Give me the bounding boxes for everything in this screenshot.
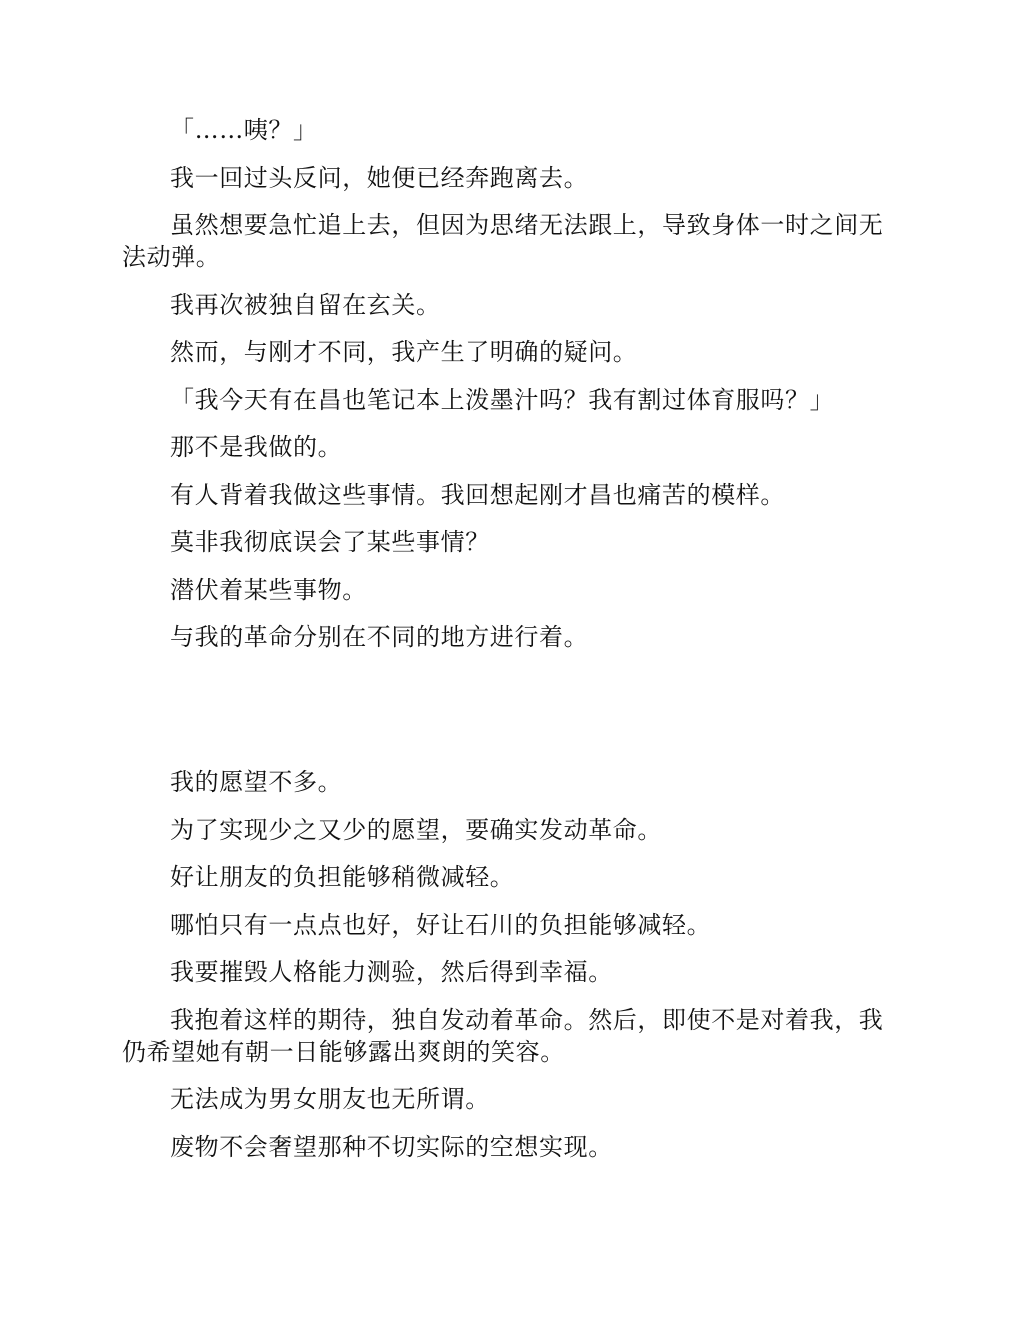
paragraph: 莫非我彻底误会了某些事情？ bbox=[170, 528, 490, 556]
paragraph: 那不是我做的。 bbox=[170, 433, 343, 461]
paragraph: 我的愿望不多。 bbox=[170, 768, 343, 796]
paragraph: 「……咦？」 bbox=[170, 116, 318, 144]
paragraph: 我抱着这样的期待，独自发动着革命。然后，即使不是对着我，我仍希望她有朝一日能够露出爽朗的笑容。 bbox=[122, 1005, 884, 1066]
paragraph: 与我的革命分别在不同的地方进行着。 bbox=[170, 623, 589, 651]
paragraph: 虽然想要急忙追上去，但因为思绪无法跟上，导致身体一时之间无法动弹。 bbox=[122, 211, 884, 271]
paragraph: 好让朋友的负担能够稍微减轻。 bbox=[170, 863, 515, 891]
paragraph: 「我今天有在昌也笔记本上泼墨汁吗？我有割过体育服吗？」 bbox=[170, 385, 835, 414]
text-section-2 bbox=[122, 766, 898, 1178]
paragraph: 废物不会奢望那种不切实际的空想实现。 bbox=[170, 1132, 613, 1161]
paragraph: 为了实现少之又少的愿望，要确实发动革命。 bbox=[170, 815, 662, 844]
paragraph: 我再次被独自留在玄关。 bbox=[170, 290, 441, 319]
paragraph: 我要摧毁人格能力测验，然后得到幸福。 bbox=[170, 958, 613, 986]
paragraph: 然而，与刚才不同，我产生了明确的疑问。 bbox=[170, 338, 638, 366]
paragraph: 潜伏着某些事物。 bbox=[170, 575, 367, 604]
paragraph: 哪怕只有一点点也好，好让石川的负担能够减轻。 bbox=[170, 910, 712, 939]
paragraph: 有人背着我做这些事情。我回想起刚才昌也痛苦的模样。 bbox=[170, 480, 785, 509]
text-section-1 bbox=[122, 114, 898, 669]
paragraph: 我一回过头反问，她便已经奔跑离去。 bbox=[170, 163, 589, 192]
paragraph: 无法成为男女朋友也无所谓。 bbox=[170, 1085, 490, 1113]
